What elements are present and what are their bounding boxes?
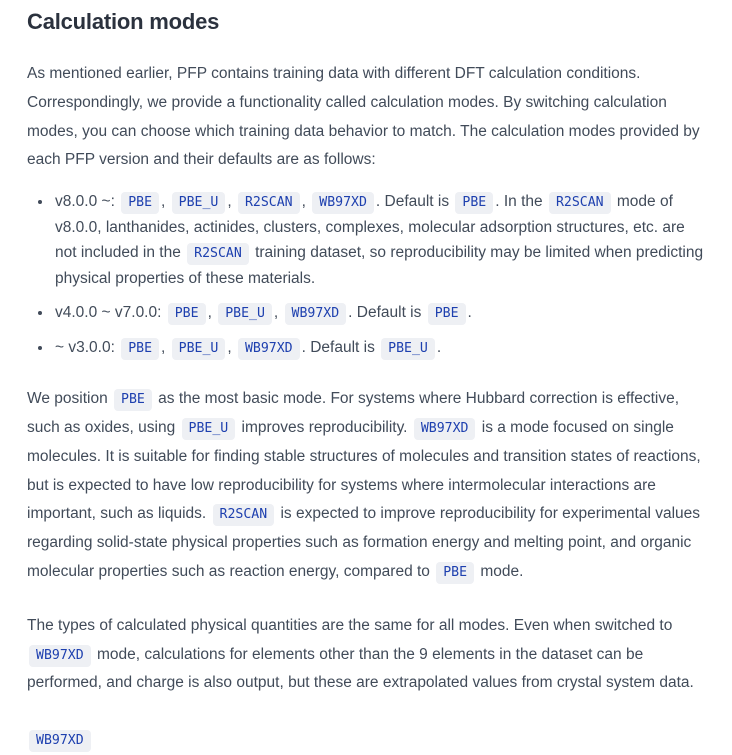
quantities-paragraph: The types of calculated physical quantities are the same for all modes. Even when switched to WB97XD mode, calculations for elements other than the 9 elements in the dataset can be performed, and charge is also output, but these are extrapolated values from crystal system data. <box>27 616 694 692</box>
inline-code-badge: PBE_U <box>182 418 236 440</box>
inline-code-badge: PBE <box>428 303 466 325</box>
inline-code-badge: WB97XD <box>29 645 91 667</box>
list-item-v4-v7: • v4.0.0 ~ v7.0.0: PBE , PBE_U , WB97XD . Default is PBE . <box>53 300 709 326</box>
inline-code-badge: PBE <box>168 303 206 325</box>
cutoff-next-line <box>27 731 93 755</box>
inline-code-badge: PBE <box>121 338 159 360</box>
intro-paragraph: As mentioned earlier, PFP contains training data with different DFT calculation conditions. Correspondingly, we provide a functionality called calculation modes. By switching calculation modes, you can choose which training data behavior to match. The calculation modes provided by each PFP version and their defaults are as follows: <box>27 65 700 169</box>
inline-code-badge: WB97XD <box>414 418 476 440</box>
inline-code-badge: WB97XD <box>238 338 300 360</box>
inline-code-badge: PBE <box>114 389 152 411</box>
inline-code-badge: PBE_U <box>218 303 272 325</box>
page-title: Calculation modes <box>27 9 220 34</box>
inline-code-badge: PBE_U <box>381 338 435 360</box>
inline-code-badge: R2SCAN <box>187 243 249 265</box>
inline-code-badge: PBE_U <box>172 338 226 360</box>
inline-code-badge: PBE <box>436 562 474 584</box>
inline-code-badge: PBE_U <box>172 192 226 214</box>
inline-code-badge: R2SCAN <box>238 192 300 214</box>
inline-code-badge: R2SCAN <box>213 504 275 526</box>
list-item-v8: • v8.0.0 ~: PBE , PBE_U , R2SCAN , WB97XD . Default is PBE . In the R2SCAN mode of v8.0.0, lanthanides, actinides, clusters, complexes, molecular adsorption structures, etc. are not included in the R2SCAN training dataset, so reproducibility may be limited when predicting physical properties of these materials. <box>53 189 709 291</box>
inline-code-badge: WB97XD <box>312 192 374 214</box>
inline-code-badge: PBE <box>455 192 493 214</box>
mode-positioning-paragraph: We position PBE as the most basic mode. For systems where Hubbard correction is effective, such as oxides, using PBE_U improves reproducibility. WB97XD is a mode focused on single molecules. It is suitable for finding stable structures of molecules and transition states of reactions, but is expected to have low reproducibility for systems where intermolecular interactions are important, such as liquids. R2SCAN is expected to improve reproducibility for experimental values regarding solid-state physical properties such as formation energy and melting point, and organic molecular properties such as reaction energy, compared to PBE mode. <box>27 385 709 587</box>
version-mode-list <box>27 189 709 360</box>
cutoff-code-badge: WB97XD <box>29 730 91 752</box>
inline-code-badge: R2SCAN <box>549 192 611 214</box>
inline-code-badge: PBE <box>121 192 159 214</box>
list-item-v3: • ~ v3.0.0: PBE , PBE_U , WB97XD . Default is PBE_U . <box>53 335 709 361</box>
inline-code-badge: WB97XD <box>285 303 347 325</box>
